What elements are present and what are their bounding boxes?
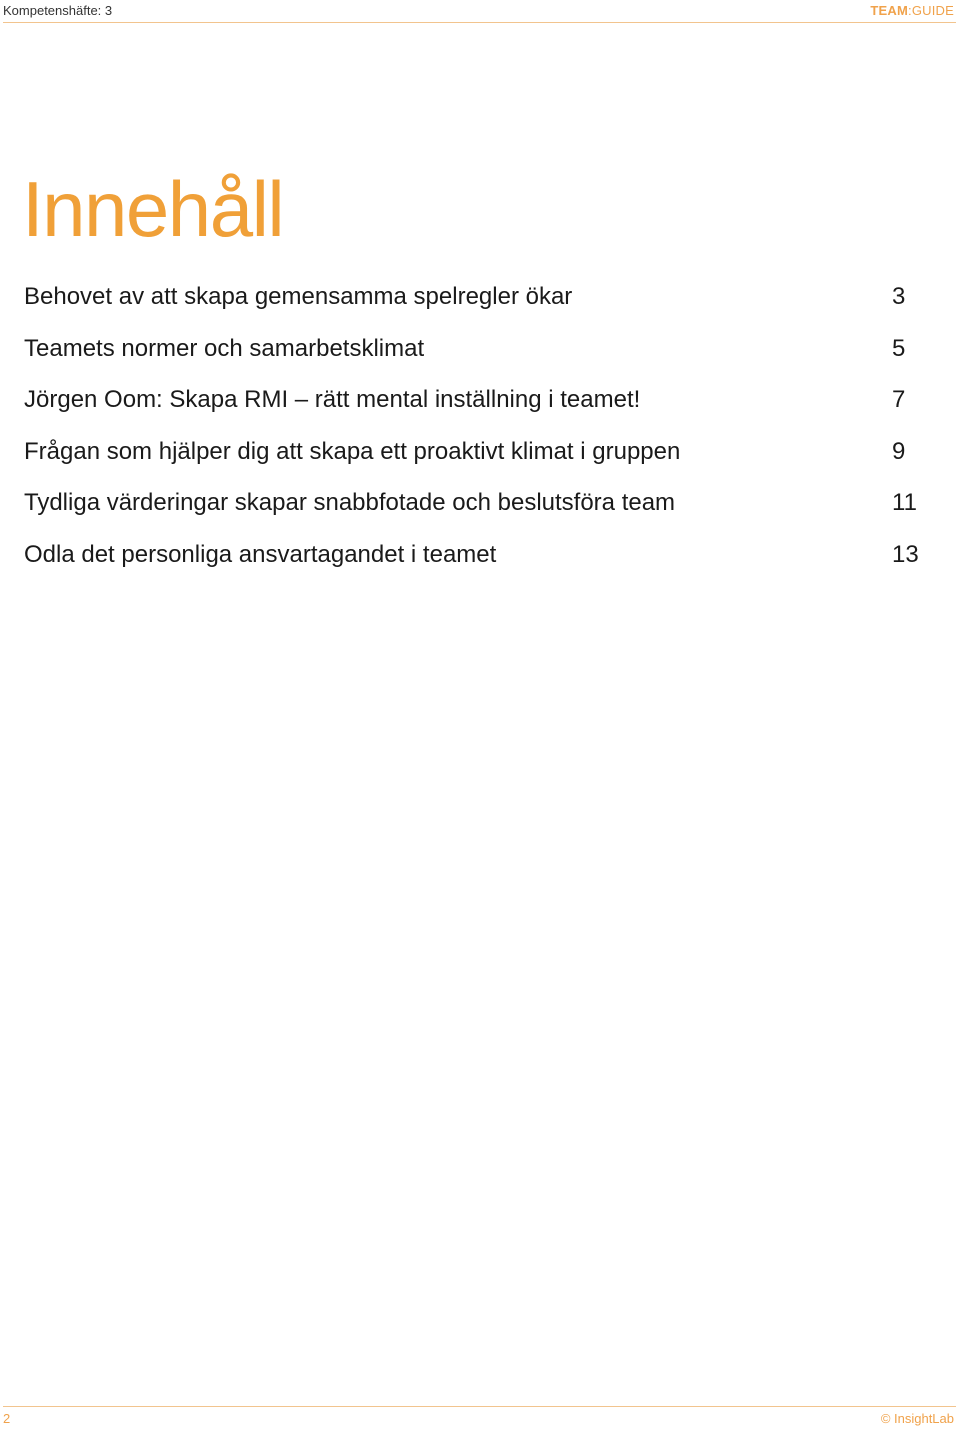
header-divider	[3, 22, 956, 23]
page-title: Innehåll	[22, 165, 284, 253]
toc-entry[interactable]	[24, 332, 924, 384]
page-header	[0, 0, 960, 24]
toc-entry-title: Frågan som hjälper dig att skapa ett proaktivt klimat i gruppen	[24, 437, 681, 465]
toc-entry-page: 11	[892, 489, 917, 516]
toc-entry-title: Behovet av att skapa gemensamma spelregler ökar	[24, 283, 573, 310]
toc-entry-page: 9	[892, 437, 906, 465]
toc-entry-page: 5	[892, 334, 906, 362]
toc-entry-title: Teamets normer och samarbetsklimat	[24, 334, 425, 362]
toc-entry-title: Tydliga värderingar skapar snabbfotade och beslutsföra team	[24, 489, 676, 516]
table-of-contents	[24, 280, 924, 589]
footer-divider	[3, 1406, 956, 1407]
brand-logo-strong: TEAM	[870, 3, 909, 18]
toc-entry[interactable]	[24, 383, 924, 435]
copyright-notice: © InsightLab	[880, 1411, 954, 1426]
toc-entry-page: 7	[892, 386, 906, 413]
toc-entry[interactable]	[24, 486, 924, 538]
brand-logo	[870, 3, 954, 18]
toc-entry[interactable]	[24, 280, 924, 332]
toc-entry[interactable]	[24, 435, 924, 487]
toc-entry-title: Odla det personliga ansvartagandet i teamet	[24, 540, 497, 568]
toc-entry-page: 13	[892, 540, 919, 568]
booklet-label: Kompetenshäfte: 3	[3, 3, 113, 18]
toc-entry-page: 3	[892, 283, 906, 310]
toc-entry[interactable]	[24, 538, 924, 590]
page-number: 2	[3, 1411, 11, 1426]
brand-logo-rest: :GUIDE	[908, 3, 954, 18]
toc-entry-title: Jörgen Oom: Skapa RMI – rätt mental inställning i teamet!	[24, 386, 641, 413]
